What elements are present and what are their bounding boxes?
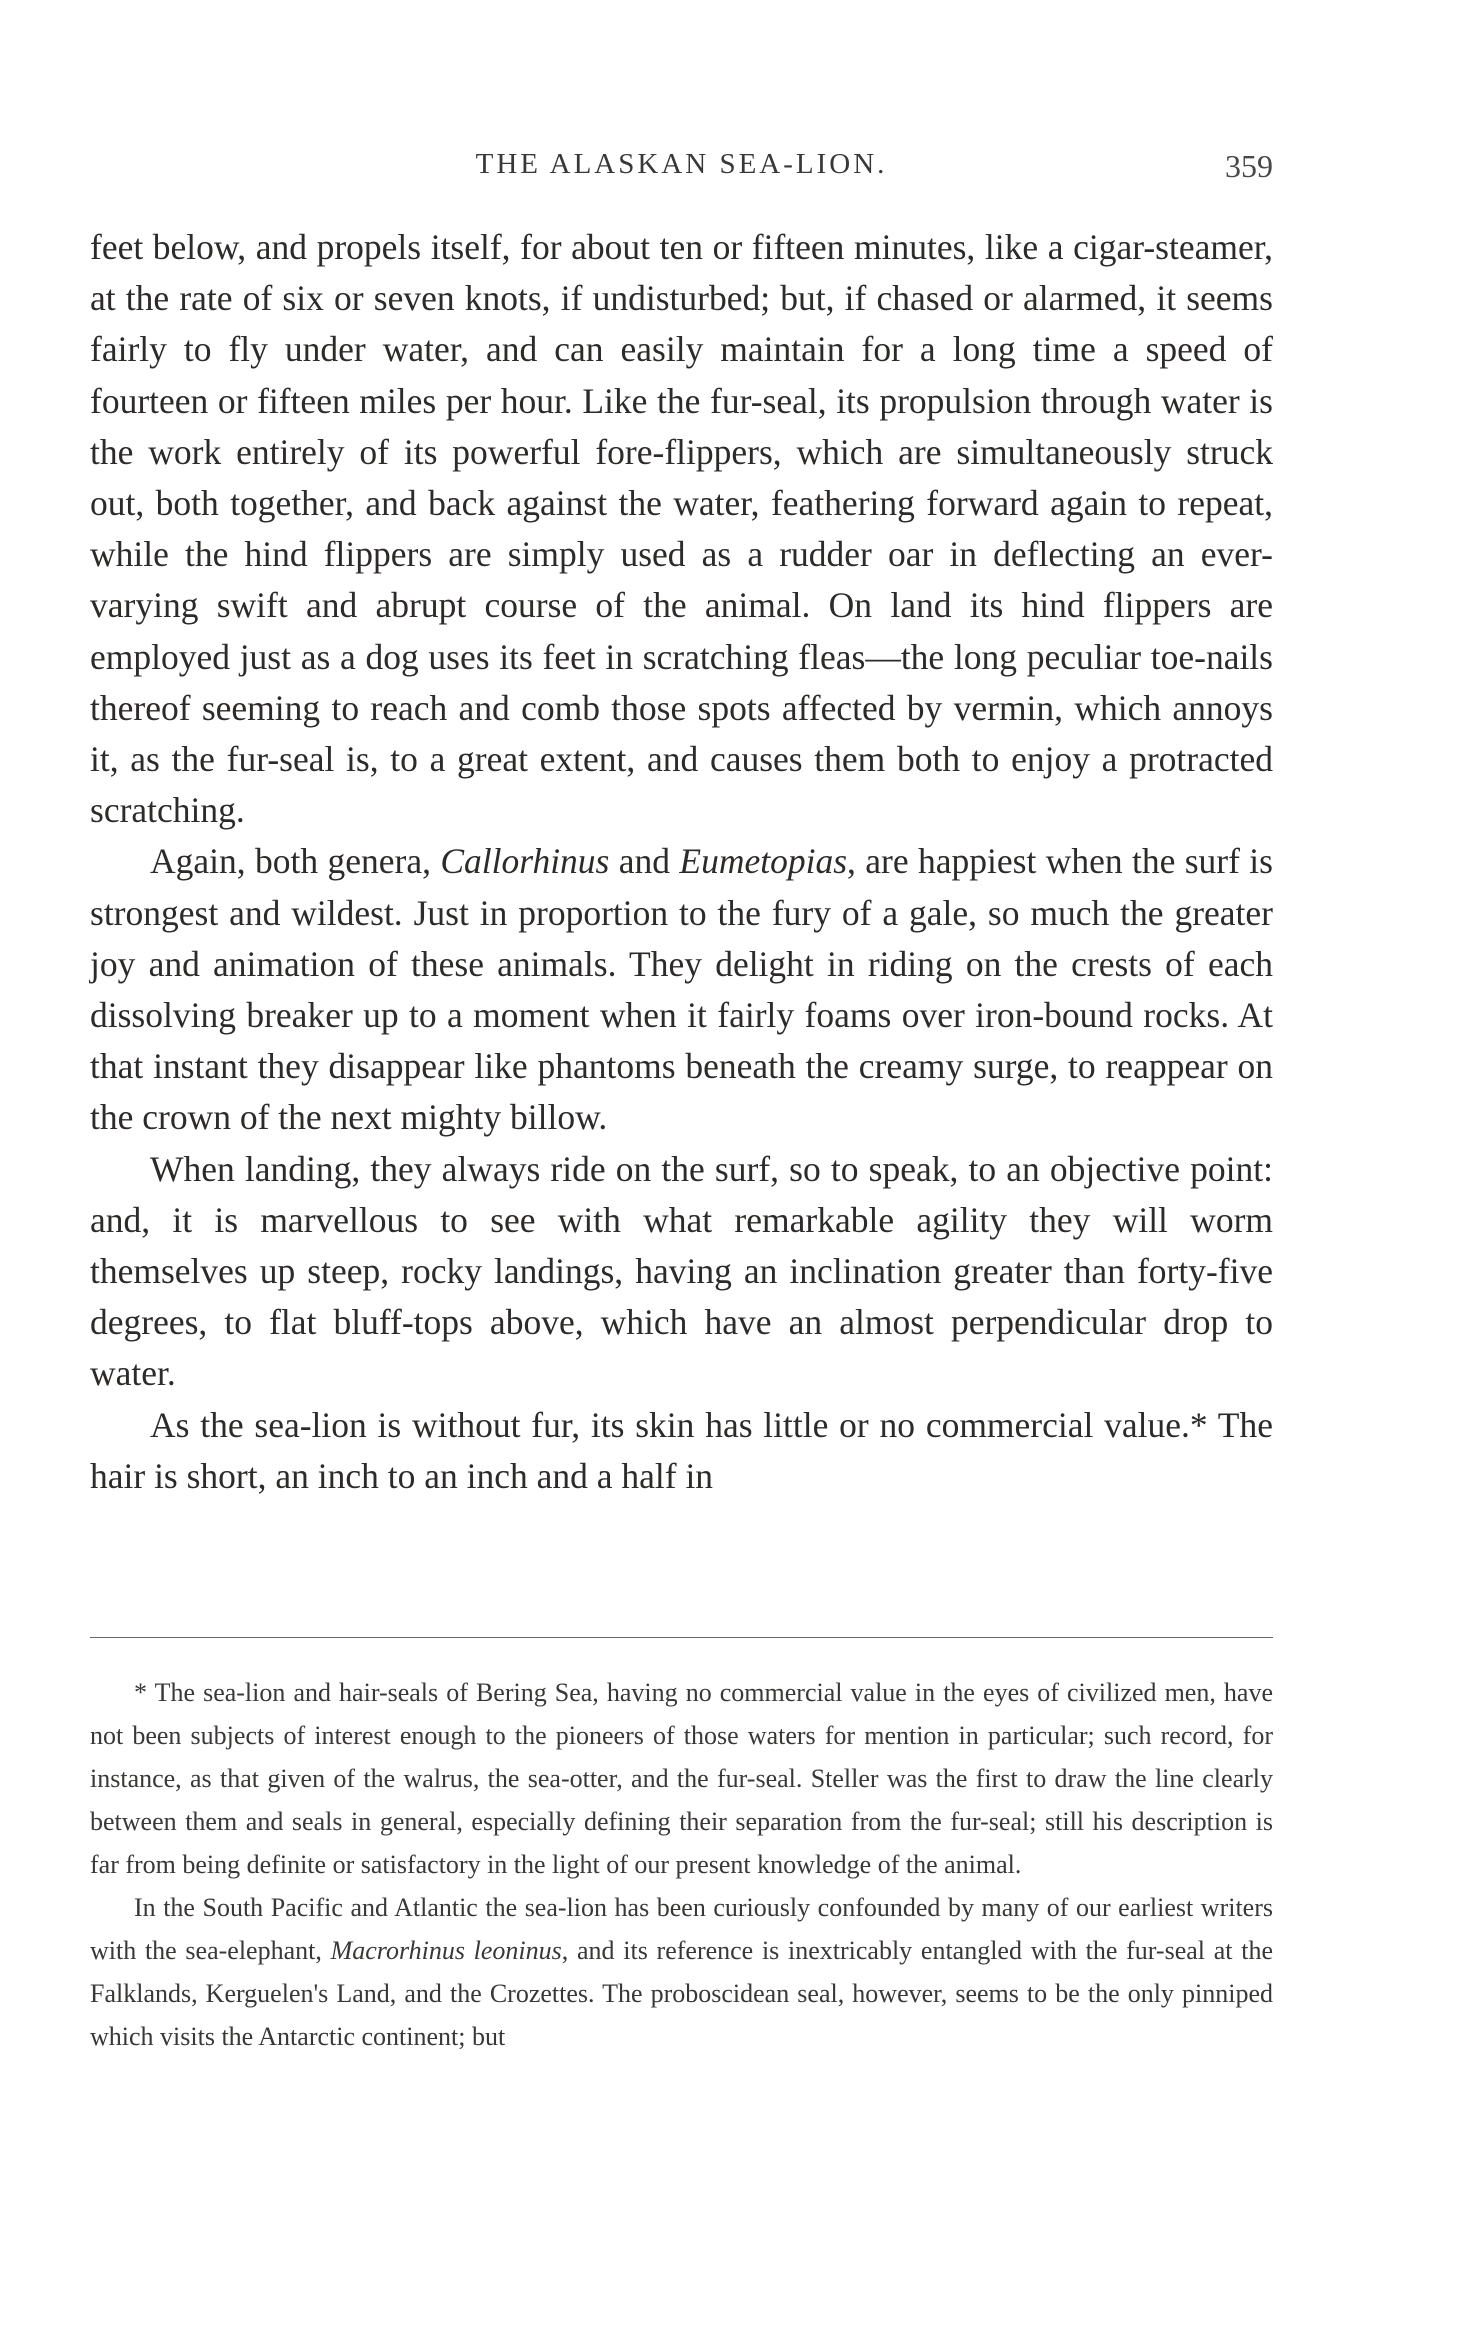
footnote-2-text-end: , and its reference is inextricably entangled with the fur-seal at the Falklands, Kerguelen's Land, and the Crozettes. The proboscidean seal, however, seems to be the only pinniped which visits the Antarctic continent; but [90, 1936, 1273, 2051]
footnote-divider [90, 1637, 1273, 1638]
paragraph-4: As the sea-lion is without fur, its skin has little or no commercial value.* The hair is short, an inch to an inch and a half in [90, 1404, 1273, 1496]
main-text [90, 222, 1273, 1502]
paragraph-1: feet below, and propels itself, for about ten or fifteen minutes, like a cigar-steamer, at the rate of six or seven knots, if undisturbed; but, if chased or alarmed, it seems fairly to fly under water, and can easily maintain for a long time a speed of fourteen or fifteen miles per hour. Like the fur-seal, its propulsion through water is the work entirely of its powerful fore-flippers, which are simultaneously struck out, both together, and back against the water, feathering forward again to repeat, while the hind flippers are simply used as a rudder oar in deflecting an ever-varying swift and abrupt course of the animal. On land its hind flippers are employed just as a dog uses its feet in scratching fleas—the long peculiar toe-nails thereof seeming to reach and comb those spots affected by vermin, which annoys it, as the fur-seal is, to a great extent, and causes them both to enjoy a protracted scratching. [90, 227, 1273, 831]
paragraph-2-text-start: Again, both genera, [150, 841, 441, 882]
paragraph-2-text-mid: and [609, 841, 680, 882]
page-number: 359 [1225, 148, 1273, 184]
genus-eumetopias: Eumetopias [679, 841, 848, 882]
footnote-1: * The sea-lion and hair-seals of Bering Sea, having no commercial value in the eyes of civilized men, have not been subjects of interest enough to the pioneers of those waters for mention in particular; such record, for instance, as that given of the walrus, the sea-otter, and the fur-seal. Steller was the first to draw the line clearly between them and seals in general, especially defining their separation from the fur-seal; still his description is far from being definite or satisfactory in the light of our present knowledge of the animal. [90, 1678, 1273, 1879]
footnote-2 [90, 1886, 1273, 2058]
running-title: THE ALASKAN SEA-LION. [475, 148, 888, 180]
paragraph-2-text-end: , are happiest when the surf is strongest and wildest. Just in proportion to the fury of a gale, so much the greater joy and animation of these animals. They delight in riding on the crests of each dissolving breaker up to a moment when it fairly foams over iron-bound rocks. At that instant they disappear like phantoms beneath the creamy surge, to reappear on the crown of the next mighty billow. [90, 841, 1273, 1138]
genus-callorhinus: Callorhinus [440, 841, 610, 882]
footnote-2-text-start: In the South Pacific and Atlantic the sea-lion has been curiously confounded by many of our earliest writers with the sea-elephant, [90, 1893, 1273, 1965]
paragraph-3: When landing, they always ride on the surf, so to speak, to an objective point: and, it is marvellous to see with what remarkable agility they will worm themselves up steep, rocky landings, having an inclination greater than forty-five degrees, to flat bluff-tops above, which have an almost perpendicular drop to water. [90, 1148, 1273, 1394]
footnotes [90, 1671, 1273, 2058]
species-macrorhinus-leoninus: Macrorhinus leoninus [330, 1936, 562, 1965]
paragraph-2 [90, 836, 1273, 1143]
page-header [90, 148, 1273, 188]
